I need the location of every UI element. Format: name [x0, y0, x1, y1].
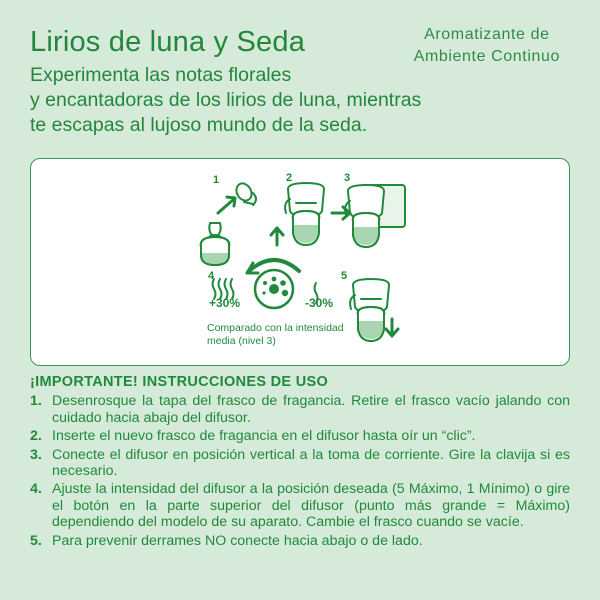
comparison-note-line: media (nivel 3)	[207, 335, 276, 347]
arrow-up-icon	[271, 228, 283, 245]
tagline-line: y encantadoras de los lirios de luna, mientras	[30, 89, 422, 111]
usage-instructions	[30, 374, 570, 551]
tagline-line: Experimenta las notas florales	[30, 64, 292, 86]
arrow-right-icon	[332, 207, 350, 219]
instructions-heading: ¡IMPORTANTE! INSTRUCCIONES DE USO	[30, 374, 329, 390]
diffuser-icon	[350, 279, 389, 341]
step-number: 4.	[30, 481, 42, 498]
intensity-low-label: -30%	[305, 296, 334, 310]
intensity-dial-icon	[247, 260, 299, 308]
arrow-up-icon	[218, 197, 235, 213]
diffuser-icon	[285, 183, 324, 245]
step-number: 5.	[30, 532, 42, 549]
product-subtitle	[414, 24, 560, 68]
instruction-step	[30, 533, 570, 549]
intensity-high-label: +30%	[209, 296, 241, 310]
step-number: 1.	[30, 393, 42, 410]
step-text: Inserte el nuevo frasco de fragancia en el difusor hasta oír un “clic”.	[52, 428, 476, 445]
subtitle-line: Ambiente Continuo	[413, 48, 560, 65]
step-text: Ajuste la intensidad del difusor a la posición deseada (5 Máximo, 1 Mínimo) o gire el botón en la parte superior del difusor (punto más grande = Máximo) dependiendo del modelo de su aparato. Cambie el frasco cuando se vacíe.	[52, 481, 570, 531]
subtitle-line: Aromatizante de	[424, 26, 550, 43]
refill-bottle-icon	[201, 223, 229, 265]
step-number: 4	[208, 270, 215, 282]
cap-twist-icon	[233, 181, 256, 205]
arrow-down-icon	[386, 319, 398, 336]
step-number: 3.	[30, 446, 42, 463]
instructions-diagram-panel	[30, 158, 570, 366]
step-number: 3	[344, 172, 351, 184]
instruction-step	[30, 481, 570, 530]
step-text: Para prevenir derrames NO conecte hacia abajo o de lado.	[52, 532, 423, 549]
step-text: Conecte el difusor en posición vertical a la toma de corriente. Gire la clavija si es necesario.	[52, 446, 570, 480]
step-number: 2	[286, 172, 293, 184]
product-tagline	[30, 63, 450, 138]
comparison-note-line: Comparado con la intensidad	[207, 322, 344, 334]
diffuser-icon	[345, 185, 384, 247]
instruction-step	[30, 428, 570, 444]
intensity-comparison-note	[207, 322, 344, 348]
instruction-step	[30, 447, 570, 480]
step-number: 1	[213, 174, 220, 186]
product-title: Lirios de luna y Seda	[30, 26, 306, 58]
step-number: 5	[341, 270, 348, 282]
step-text: Desenrosque la tapa del frasco de fragancia. Retire el frasco vacío jalando con cuidado hacia abajo del difusor.	[52, 393, 570, 426]
instruction-step	[30, 393, 570, 426]
step-number: 2.	[30, 428, 42, 445]
tagline-line: te escapas al lujoso mundo de la seda.	[30, 114, 368, 136]
